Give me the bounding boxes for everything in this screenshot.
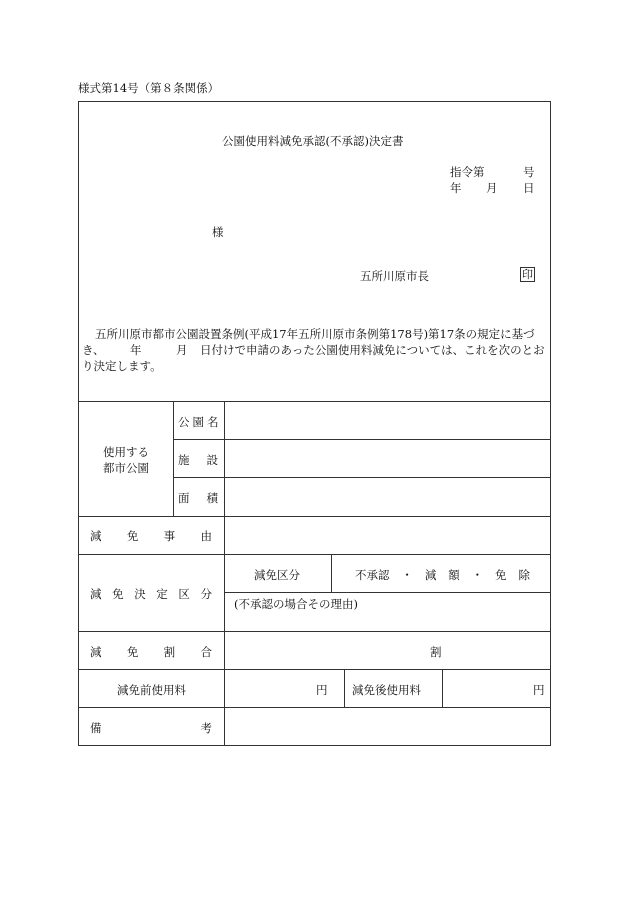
- facility-char: 施: [178, 453, 190, 467]
- decision-char: 決: [134, 587, 146, 601]
- rule-decision-mid: [224, 592, 551, 593]
- fee-after-label: 減免後使用料: [352, 683, 421, 697]
- rule-decision-top: [78, 554, 551, 555]
- fee-after-yen: 円: [533, 683, 545, 697]
- remarks-char: 考: [200, 721, 212, 735]
- category-option-char: 免: [495, 568, 507, 582]
- body-line-2-month: 月: [176, 343, 188, 357]
- ratio-char: 免: [126, 645, 139, 659]
- date-month: 月: [486, 181, 498, 195]
- decision-char: 分: [200, 587, 212, 601]
- date-year: 年: [450, 181, 462, 195]
- reference-suffix: 号: [523, 165, 535, 179]
- category-option-disapproval: 不承認: [355, 568, 390, 582]
- decision-label: [90, 586, 212, 602]
- category-separator: ・: [401, 568, 413, 582]
- fee-before-yen: 円: [316, 683, 328, 697]
- category-separator: ・: [471, 568, 484, 582]
- area-label: [178, 490, 218, 506]
- decision-char: 減: [90, 587, 102, 601]
- decision-char: 定: [156, 587, 168, 601]
- seal-mark: 印: [522, 268, 533, 281]
- facility-char: 設: [206, 453, 218, 467]
- category-options: [355, 567, 530, 583]
- ratio-char: 合: [200, 645, 212, 659]
- rule-table-top: [78, 401, 551, 402]
- rule-reason-top: [78, 516, 551, 517]
- rule-fee-top: [78, 669, 551, 670]
- body-line-2-b: 日付けで申請のあった公園使用料減免については、これを次のとお: [200, 343, 545, 357]
- rule-park-label-divider: [173, 401, 174, 516]
- date-day: 日: [523, 181, 535, 195]
- park-group-line-2: 都市公園: [103, 461, 149, 475]
- form-number: 様式第14号（第８条関係）: [78, 81, 220, 95]
- rule-main-divider: [224, 401, 225, 746]
- park-group-line-1: 使用する: [103, 445, 149, 459]
- rule-park-1: [173, 439, 551, 440]
- rule-fee-divider-2: [442, 669, 443, 707]
- park-name-label: 公園名: [178, 415, 222, 429]
- reason-char: 由: [200, 529, 212, 543]
- body-line-2-year: 年: [130, 343, 142, 357]
- area-char: 面: [178, 491, 190, 505]
- reason-char: 免: [126, 529, 139, 543]
- remarks-char: 備: [90, 721, 102, 735]
- ratio-char: 減: [90, 645, 102, 659]
- category-option-char: 額: [448, 568, 460, 582]
- rule-ratio-top: [78, 631, 551, 632]
- ratio-char: 割: [163, 645, 176, 659]
- ratio-unit: 割: [430, 645, 442, 659]
- remarks-label: [90, 720, 212, 736]
- ratio-label: [90, 644, 212, 660]
- rule-remarks-top: [78, 707, 551, 708]
- document-title: 公園使用料減免承認(不承認)決定書: [222, 134, 404, 148]
- fee-before-label: 減免前使用料: [117, 683, 186, 697]
- category-label: 減免区分: [254, 568, 300, 582]
- reason-char: 事: [163, 529, 176, 543]
- body-line-3: り決定します。: [82, 359, 162, 373]
- disapproval-reason-label: (不承認の場合その理由): [234, 597, 358, 611]
- decision-char: 免: [112, 587, 124, 601]
- facility-label: [178, 452, 218, 468]
- issuer-name: 五所川原市長: [360, 269, 429, 283]
- reference-prefix: 指令第: [450, 165, 485, 179]
- rule-category-divider: [331, 554, 332, 592]
- area-char: 積: [206, 491, 218, 505]
- category-option-char: 減: [424, 568, 437, 582]
- rule-fee-divider-1: [344, 669, 345, 707]
- reason-label: [90, 528, 212, 544]
- category-option-char: 除: [518, 568, 530, 582]
- rule-park-2: [173, 477, 551, 478]
- decision-char: 区: [178, 587, 190, 601]
- body-line-2-a: き、: [82, 343, 105, 357]
- reason-char: 減: [90, 529, 102, 543]
- body-line-1: 五所川原市都市公園設置条例(平成17年五所川原市条例第178号)第17条の規定に基づ: [95, 327, 535, 341]
- recipient-suffix: 様: [212, 225, 224, 239]
